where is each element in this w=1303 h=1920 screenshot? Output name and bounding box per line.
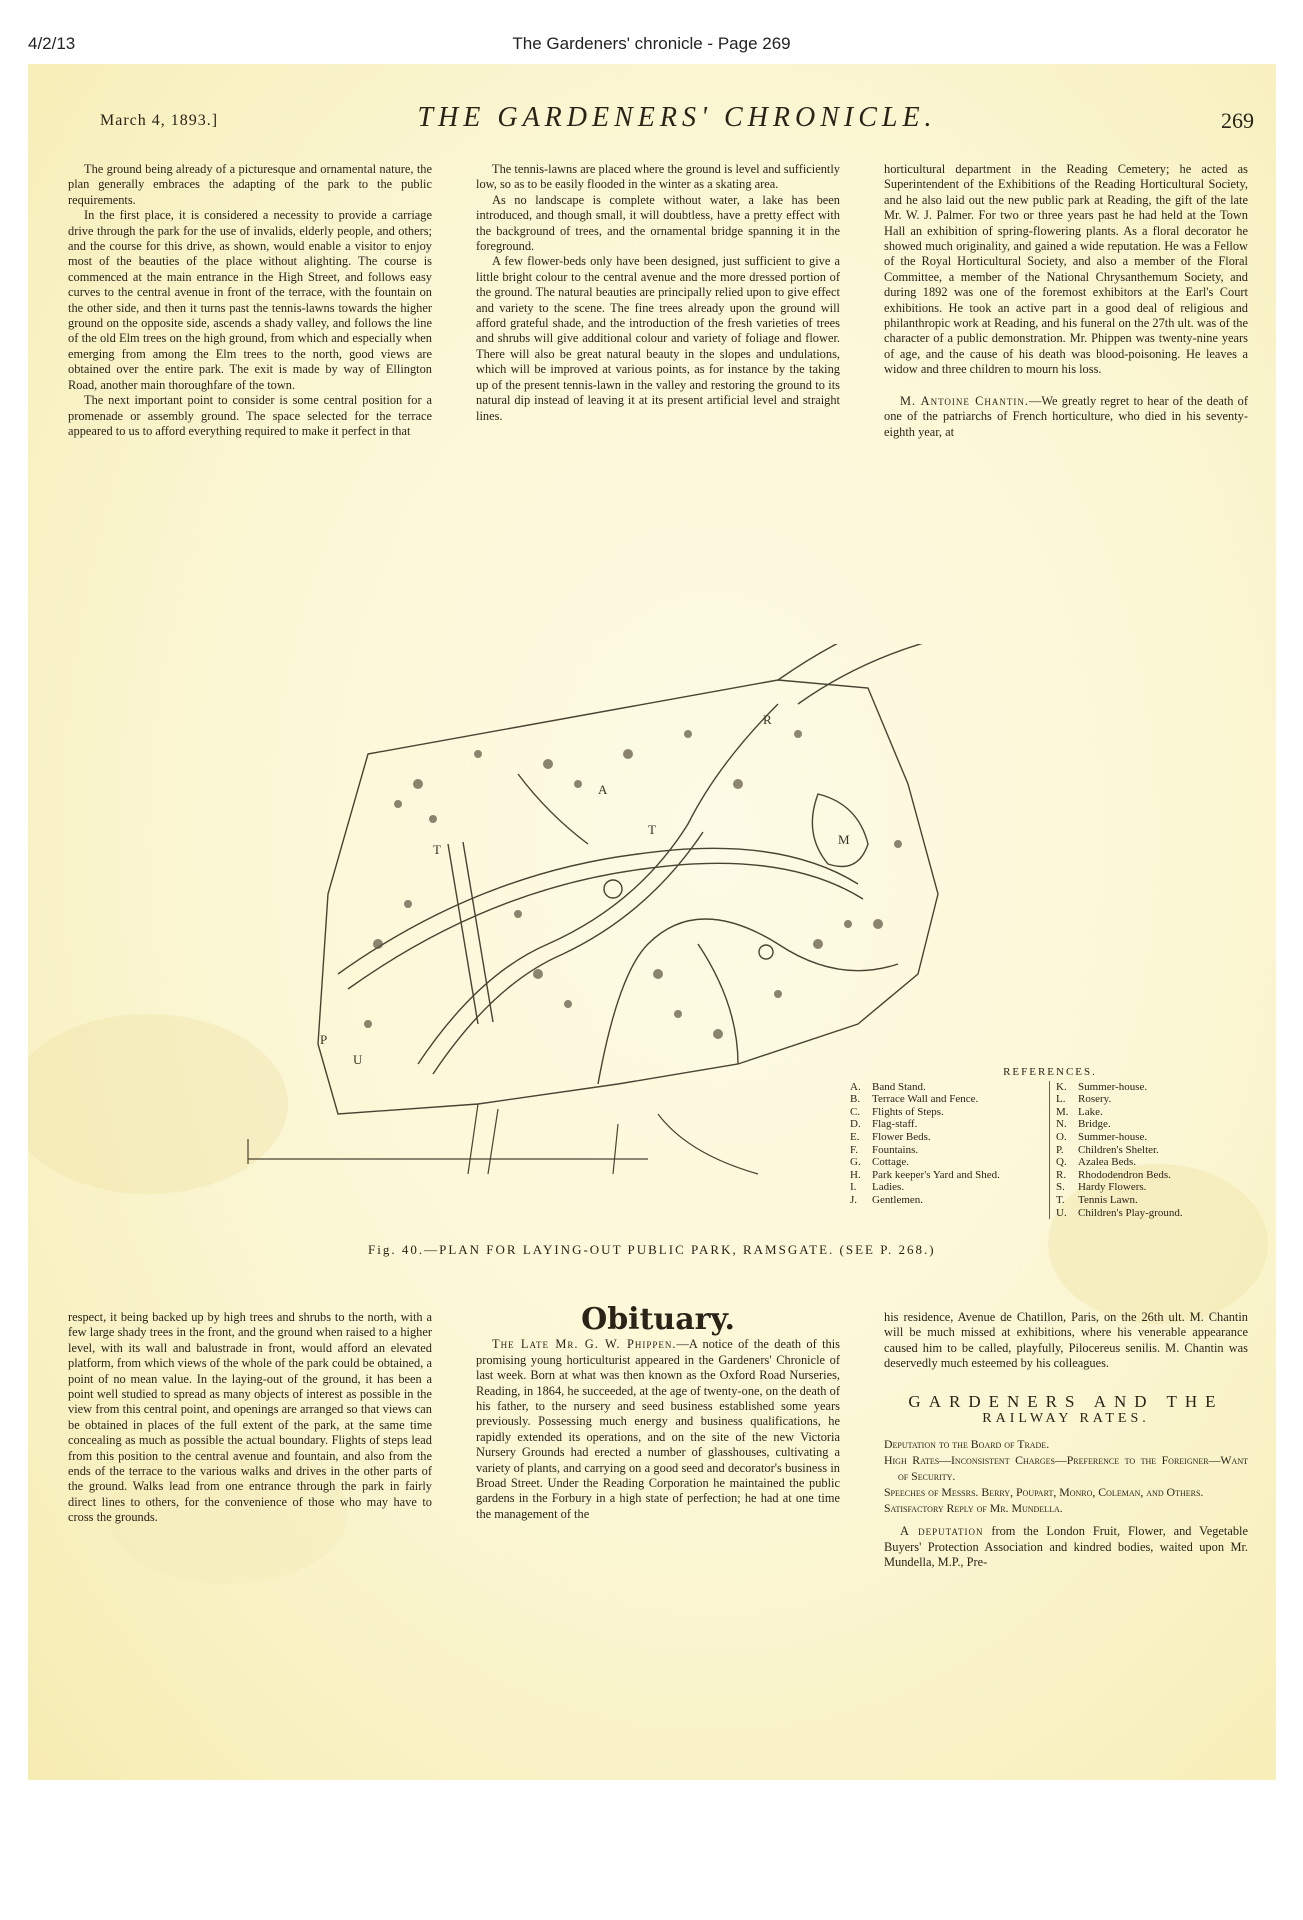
reference-item: U. Children's Play-ground. — [1056, 1206, 1183, 1219]
reference-item: S. Hardy Flowers. — [1056, 1181, 1147, 1194]
paragraph: A few flower-beds only have been designed, just sufficient to give a little bright colour to the central avenue and the more dressed portion of the ground. The natural beauties are principally relied upon to give effect and variety to the scene. The fine trees already upon the ground will afford grateful shade, and the introduction of the fresh varieties of trees and shrubs will give additional colour and variety of foliage and flower. There will also be great natural beauty in the slopes and undulations, which will be improved at various points, as for instance by the taking up of the present tennis-lawn in the valley and restoring the ground to its natural dip instead of leaving it at its present artificial level and straight lines. — [476, 254, 840, 423]
section-subheads — [884, 1436, 1248, 1516]
column-3-bottom — [884, 1310, 1248, 1571]
subhead: Speeches of Messrs. Berry, Poupart, Monro, Coleman, and Others. — [884, 1485, 1204, 1500]
obituary-name: The Late Mr. G. W. Phippen. — [492, 1337, 677, 1352]
paragraph: The ground being already of a picturesque and ornamental nature, the plan generally embraces the adapting of the park to the public requirements. — [68, 162, 432, 207]
reference-item: M. Lake. — [1056, 1105, 1103, 1118]
reference-item: K. Summer-house. — [1056, 1080, 1148, 1093]
plan-label-r: R — [763, 712, 772, 727]
section-heading: GARDENERS AND THE — [908, 1391, 1224, 1411]
obituary-name: M. Antoine Chantin. — [900, 393, 1029, 408]
subhead: Satisfactory Reply of Mr. Mundella. — [884, 1501, 1063, 1516]
browser-print-header — [0, 0, 1303, 56]
plan-label-p: P — [320, 1032, 328, 1047]
lead-words: A deputation — [900, 1524, 984, 1539]
issue-date: March 4, 1893.] — [100, 112, 219, 129]
column-3-top — [884, 162, 1248, 440]
obituary-heading: Obituary. — [581, 1302, 735, 1337]
reference-item: H. Park keeper's Yard and Shed. — [850, 1168, 1000, 1181]
column-1-top — [68, 162, 432, 439]
reference-item: A. Band Stand. — [850, 1080, 926, 1093]
plan-label-m: M — [838, 832, 850, 847]
references-right — [1050, 1081, 1250, 1220]
reference-item: N. Bridge. — [1056, 1118, 1111, 1131]
running-head — [100, 100, 1254, 140]
reference-item: P. Children's Shelter. — [1056, 1143, 1159, 1156]
reference-item: J. Gentlemen. — [850, 1193, 924, 1206]
reference-item: O. Summer-house. — [1056, 1130, 1148, 1143]
references-left — [850, 1081, 1050, 1220]
reference-item: C. Flights of Steps. — [850, 1105, 944, 1118]
reference-item: B. Terrace Wall and Fence. — [850, 1093, 979, 1106]
newspaper-page — [28, 64, 1276, 1780]
carriage-drive — [338, 848, 858, 974]
section-heading-2: RAILWAY RATES. — [982, 1411, 1150, 1427]
column-2-bottom — [476, 1302, 840, 1522]
reference-item: R. Rhododendron Beds. — [1056, 1168, 1171, 1181]
plan-label-t: T — [433, 842, 441, 857]
reference-item: T. Tennis Lawn. — [1056, 1193, 1138, 1206]
paragraph: As no landscape is complete without water, a lake has been introduced, and though small, it will doubtless, have a pretty effect with the background of trees, and the ornamental bridge spanning it in the foreground. — [476, 192, 840, 254]
reference-item: I. Ladies. — [850, 1181, 905, 1194]
paragraph: In the first place, it is considered a necessity to provide a carriage drive through the park for the use of invalids, elderly people, and others; and the course for this drive, as shown, would enable a visitor to enjoy most of the beauties of the place without alighting. The course is commenced at the main entrance in the High Street, and follows easy curves to the central avenue in front of the terrace, with the fountain on the other side, and then it turns past the tennis-lawns towards the higher ground on the opposite side, ascends a shady valley, and follows the line of the old Elm trees on the high ground, from which and especially when emerging from among the Elm trees to the north, good views are obtained over the entire park. The exit is made by way of Ellington Road, another main thoroughfare of the town. — [68, 208, 432, 392]
plan-label-t: T — [648, 822, 656, 837]
plan-label-a: A — [598, 782, 608, 797]
reference-item: Q. Azalea Beds. — [1056, 1156, 1137, 1169]
park-boundary — [318, 680, 938, 1114]
road-curve — [778, 644, 938, 680]
page-number: 269 — [1221, 108, 1254, 133]
paragraph: respect, it being backed up by high trees and shrubs to the north, with a few large shady trees in the front, and the ground when raised to a higher level, with its wall and balustrade in front, would afford an elevated platform, from which views of the whole of the park could be obtained, a point of no mean value. In the laying-out of the ground, it has been a point well studied to spread as many objects of interest as possible in the view from this central point, and openings are arranged so that views can be obtained in places of the full extent of the park, at the same time concealing as much as possible the actual boundary. Flights of steps lead from this position to the central avenue and fountain, and also from the ends of the terrace to the various walks and drives in the other parts of the ground. Walks lead from one entrance through the park in fairly direct lines to others, for the convenience of those who may have to cross the grounds. — [68, 1310, 432, 1525]
column-2-top — [476, 162, 840, 424]
paragraph-text: from the London Fruit, Flower, and Vegetable Buyers' Protection Association and kindred bodies, waited upon Mr. Mundella, M.P., Pre- — [884, 1524, 1248, 1570]
references-heading: REFERENCES. — [1003, 1066, 1097, 1078]
print-date: 4/2/13 — [28, 34, 76, 53]
obituary-phippen — [476, 1337, 840, 1522]
reference-item: L. Rosery. — [1056, 1093, 1112, 1106]
central-avenue — [448, 844, 478, 1024]
obituary-chantin — [884, 394, 1248, 440]
fountain — [604, 880, 622, 898]
subhead: Deputation to the Board of Trade. — [884, 1437, 1050, 1452]
page-margin-bottom — [0, 1780, 1303, 1920]
reference-item: G. Cottage. — [850, 1156, 909, 1169]
paragraph: horticultural department in the Reading Cemetery; he acted as Superintendent of the Exhibitions of the Reading Horticultural Society, and he also laid out the new public park at Reading, the gift of the late Mr. W. J. Palmer. For two or three years past he had held at the Town Hall an exhibition of spring-flowering plants. As a floral decorator he showed much originality, and gained a wide reputation. He was a Fellow of the Royal Horticultural Society, and also a member of the Floral Committee, a member of the National Chrysanthemum Society, and during 1892 was one of the foremost exhibitors at the Earl's Court exhibitions. He took an active part in a good deal of religious and philanthropic work at Reading, and his funeral on the 27th ult. was of the character of a public demonstration. Mr. Phippen was twenty-nine years of age, and the cause of his death was blood-poisoning. He leaves a widow and three children to mourn his loss. — [884, 162, 1248, 377]
reference-item: D. Flag-staff. — [850, 1118, 918, 1131]
column-1-bottom — [68, 1310, 432, 1526]
paragraph — [884, 1524, 1248, 1570]
print-title: The Gardeners' chronicle - Page 269 — [512, 34, 791, 53]
plan-references — [850, 1066, 1250, 1219]
reference-item: F. Fountains. — [850, 1143, 919, 1156]
journal-title: THE GARDENERS' CHRONICLE. — [417, 102, 937, 133]
paragraph: The tennis-lawns are placed where the ground is level and sufficiently low, so as to be easily flooded in the winter as a skating area. — [476, 162, 840, 192]
lake — [812, 794, 868, 867]
subhead: High Rates—Inconsistent Charges—Preference to the Foreigner—Want of Security. — [884, 1453, 1248, 1484]
reference-item: E. Flower Beds. — [850, 1130, 931, 1143]
obituary-text: —A notice of the death of this promising young horticulturist appeared in the Gardeners' Chronicle of last week. Born at what was then known as the Oxford Road Nurseries, Reading, in 1864, he succeeded, at the age of twenty-one, on the death of his father, to the nursery and seed business established some years previously. Possessing much energy and business qualifications, he rapidly extended its operations, and on the site of the new Victoria Nursery Grounds had erected a number of glasshouses, cultivating a variety of plants, and carrying on a good seed and decorator's business in Broad Street. Under the Reading Corporation he maintained the public gardens in the Forbury in a high state of perfection; he had at one time the management of the — [476, 1337, 840, 1521]
obituary-text: —We greatly regret to hear of the death of one of the patriarchs of French horticulture, who died in his seventy-eighth year, at — [884, 393, 1248, 439]
paragraph: his residence, Avenue de Chatillon, Paris, on the 26th ult. M. Chantin will be much missed at exhibitions, where his venerable appearance caused him to be called, playfully, Pilocereus senilis. M. Chantin was deservedly much esteemed by his colleagues. — [884, 1310, 1248, 1371]
paragraph: The next important point to consider is some central position for a promenade or assembly ground. The space selected for the terrace appeared to us to afford everything required to make it perfect in that — [68, 393, 432, 438]
plan-label-u: U — [353, 1052, 363, 1067]
figure-caption: Fig. 40.—PLAN FOR LAYING-OUT PUBLIC PARK, RAMSGATE. (SEE P. 268.) — [368, 1242, 936, 1257]
